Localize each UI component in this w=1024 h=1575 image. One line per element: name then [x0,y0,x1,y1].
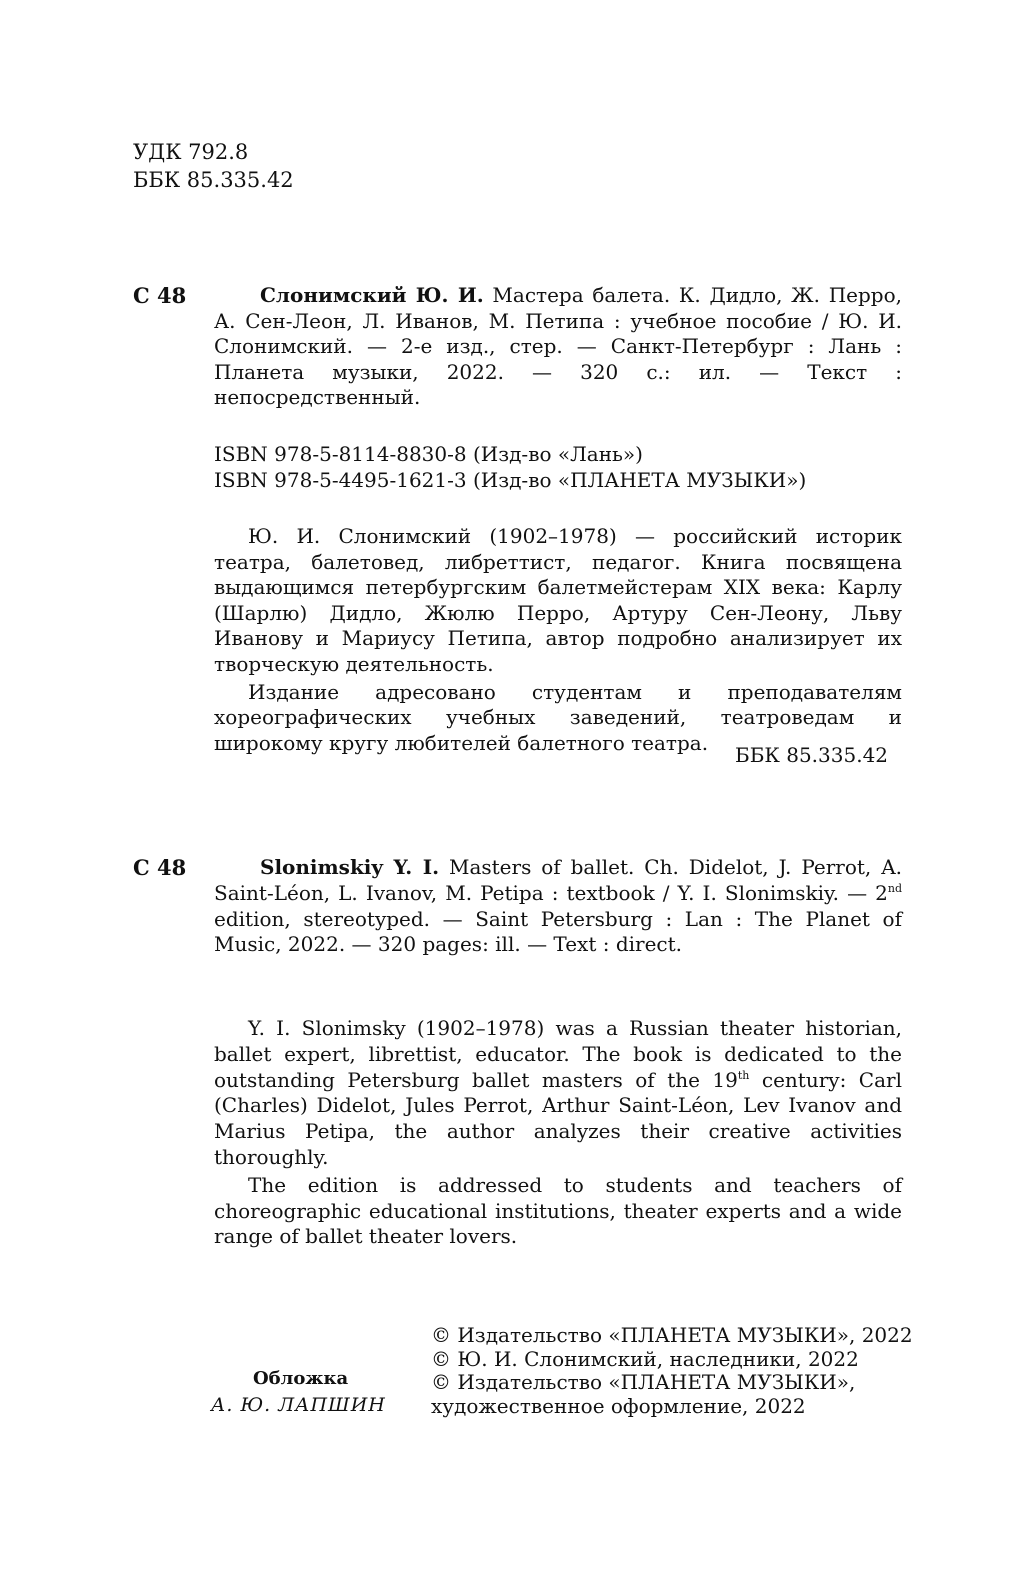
bbk-code: ББК 85.335.42 [133,168,294,192]
en-abstract [214,1016,902,1250]
en-abstract-paragraph-2: The edition is addressed to students and teachers of choreographic educational institutions, theater experts and a wide range of ballet theater lovers. [214,1172,902,1249]
en-abstract-p1-part-b: century: Carl (Charles) Didelot, Jules Perrot, Arthur Saint-Léon, Lev Ivanov and Marius Petipa, the author analyzes their creative activities thoroughly. [214,1067,902,1169]
udk-code: УДК 792.8 [133,140,249,164]
en-author-index: С 48 [133,855,187,880]
ru-bibliographic-entry [214,283,902,411]
ru-author-index: С 48 [133,283,187,308]
ru-abstract-paragraph-1: Ю. И. Слонимский (1902–1978) — российский историк театра, балетовед, либреттист, педагог. Книга посвящена выдающимся петербургским балетмейстерам XIX века: Карлу (Шарлю) Дидло, Жюлю Перро, Артуру Сен-Леону, Льву Иванову и Мариусу Петипа, автор подробно анализирует их творческую деятельность. [214,524,902,676]
en-author-name: Slonimskiy Y. I. [260,855,440,879]
en-entry-part-2: edition, stereotyped. — Saint Petersburg : Lan : The Planet of Music, 2022. — 320 pages: ill. — Text : direct. [214,906,902,957]
isbn-planeta-muzyki: ISBN 978-5-4495-1621-3 (Изд-во «ПЛАНЕТА МУЗЫКИ») [214,467,807,492]
cover-artist-name: А. Ю. ЛАПШИН [211,1394,386,1416]
en-bibliographic-entry [214,855,902,958]
copyright-block [431,1323,913,1418]
classification-codes [133,138,294,194]
ru-abstract [214,524,902,756]
copyright-line-design: © Издательство «ПЛАНЕТА МУЗЫКИ», художественное оформление, 2022 [431,1370,856,1418]
en-abstract-paragraph-1 [214,1016,902,1171]
en-abstract-p1-part-a: Y. I. Slonimsky (1902–1978) was a Russian theater historian, ballet expert, librettist, educator. The book is dedicated to the outstanding Petersburg ballet masters of the 19 [214,1016,902,1092]
copyright-line-publisher: © Издательство «ПЛАНЕТА МУЗЫКИ», 2022 [431,1323,913,1347]
isbn-list [214,442,914,494]
ru-abstract-bbk: ББК 85.335.42 [735,743,889,767]
ru-entry-description: Мастера балета. К. Дидло, Ж. Перро, А. Сен-Леон, Л. Иванов, М. Петипа : учебное пособие / Ю. И. Слонимский. — 2-е изд., стер. — Санкт-Петербург : Лань : Планета музыки, 2022. — 320 с.: ил. — Текст : непосредственный. [214,283,903,410]
copyright-line-author: © Ю. И. Слонимский, наследники, 2022 [431,1346,859,1371]
ru-author-name: Слонимский Ю. И. [260,283,484,307]
en-entry-part-1: Masters of ballet. Ch. Didelot, J. Perrot, A. Saint-Léon, L. Ivanov, M. Petipa : textbook / Y. I. Slonimskiy. — 2 [214,855,902,905]
cover-credit-label: Обложка [253,1368,349,1389]
en-entry-ordinal-suffix: nd [887,881,902,895]
en-abstract-ordinal-suffix: th [737,1068,750,1082]
isbn-lan: ISBN 978-5-8114-8830-8 (Изд-во «Лань») [214,442,643,466]
ru-abstract-paragraph-2: Издание адресовано студентам и преподавателям хореографических учебных заведений, театроведам и широкому кругу любителей балетного театра. [214,679,902,755]
